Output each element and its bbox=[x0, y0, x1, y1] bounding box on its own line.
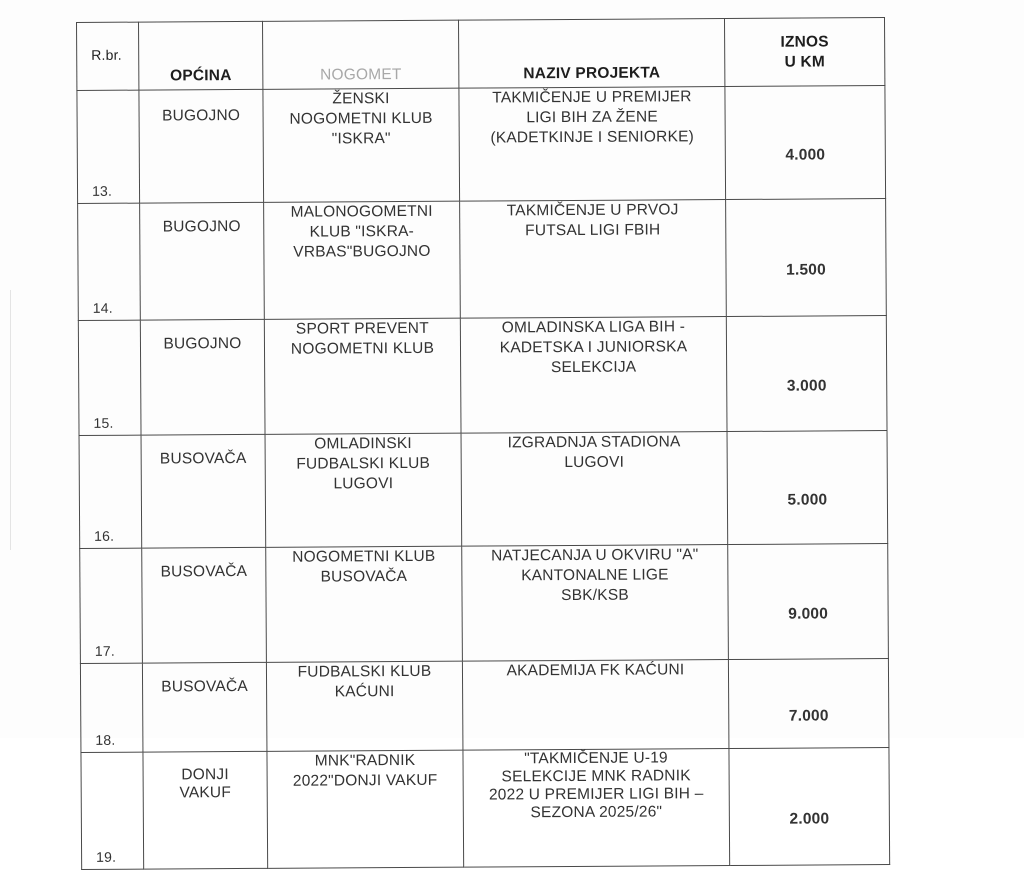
table-row bbox=[81, 748, 890, 870]
header-naziv-projekta: NAZIV PROJEKTA bbox=[458, 19, 724, 89]
header-iznos-text: IZNOS U KM bbox=[780, 33, 829, 71]
cell-iznos: 4.000 bbox=[725, 86, 886, 200]
scan-edge-mark bbox=[10, 290, 11, 550]
cell-rbr: 19. bbox=[81, 752, 144, 869]
header-opcina: OPĆINA bbox=[139, 21, 263, 90]
cell-klub: ŽENSKI NOGOMETNI KLUB "ISKRA" bbox=[263, 88, 460, 202]
cell-projekt: "TAKMIČENJE U-19 SELEKCIJE MNK RADNIK 2022 U PREMIJER LIGI BIH – SEZONA 2025/26" bbox=[463, 749, 730, 868]
cell-klub: FUDBALSKI KLUB KAĆUNI bbox=[266, 661, 463, 751]
cell-klub: NOGOMETNI KLUB BUSOVAČA bbox=[266, 546, 463, 662]
cell-iznos: 3.000 bbox=[726, 316, 887, 432]
cell-rbr: 18. bbox=[80, 663, 143, 752]
cell-rbr: 16. bbox=[79, 435, 142, 548]
cell-projekt: NATJECANJA U OKVIRU "A" KANTONALNE LIGE SBK/KSB bbox=[462, 545, 729, 662]
cell-rbr: 15. bbox=[78, 320, 141, 435]
cell-rbr: 13. bbox=[77, 90, 140, 203]
table-row bbox=[80, 544, 889, 664]
cell-iznos: 7.000 bbox=[728, 659, 889, 749]
table-row bbox=[79, 431, 888, 549]
cell-opcina: DONJI VAKUF bbox=[143, 751, 268, 869]
header-iznos bbox=[724, 18, 884, 87]
cell-opcina: BUSOVAČA bbox=[141, 434, 266, 548]
header-rbr: R.br. bbox=[77, 22, 139, 90]
cell-opcina: BUSOVAČA bbox=[142, 662, 267, 752]
cell-projekt: IZGRADNJA STADIONA LUGOVI bbox=[461, 432, 728, 547]
cell-iznos: 1.500 bbox=[726, 199, 887, 317]
cell-klub: MNK"RADNIK 2022"DONJI VAKUF bbox=[267, 750, 464, 868]
cell-opcina: BUGOJNO bbox=[140, 202, 265, 320]
cell-opcina: BUGOJNO bbox=[139, 89, 264, 203]
cell-projekt: AKADEMIJA FK KAĆUNI bbox=[462, 660, 729, 751]
cell-iznos: 9.000 bbox=[728, 544, 889, 660]
cell-opcina: BUGOJNO bbox=[140, 319, 265, 435]
funding-table bbox=[76, 17, 890, 870]
cell-klub: MALONOGOMETNI KLUB "ISKRA- VRBAS"BUGOJNO bbox=[264, 201, 461, 319]
table-row bbox=[77, 86, 886, 204]
cell-projekt: TAKMIČENJE U PRVOJ FUTSAL LIGI FBIH bbox=[460, 200, 727, 319]
cell-projekt: TAKMIČENJE U PREMIJER LIGI BIH ZA ŽENE (KADETKINJE I SENIORKE) bbox=[459, 87, 726, 202]
table-row bbox=[80, 659, 889, 753]
cell-iznos: 5.000 bbox=[727, 431, 888, 545]
cell-iznos: 2.000 bbox=[729, 748, 890, 866]
cell-klub: OMLADINSKI FUDBALSKI KLUB LUGOVI bbox=[265, 433, 462, 547]
cell-rbr: 14. bbox=[78, 203, 141, 320]
cell-opcina: BUSOVAČA bbox=[142, 547, 267, 663]
cell-projekt: OMLADINSKA LIGA BIH - KADETSKA I JUNIORSKA SELEKCIJA bbox=[460, 317, 727, 434]
table-row bbox=[78, 199, 887, 321]
cell-klub: SPORT PREVENT NOGOMETNI KLUB bbox=[264, 318, 461, 434]
header-nogomet: NOGOMET bbox=[262, 20, 458, 89]
table-row bbox=[78, 316, 887, 436]
cell-rbr: 17. bbox=[80, 548, 143, 663]
header-row bbox=[77, 18, 885, 91]
